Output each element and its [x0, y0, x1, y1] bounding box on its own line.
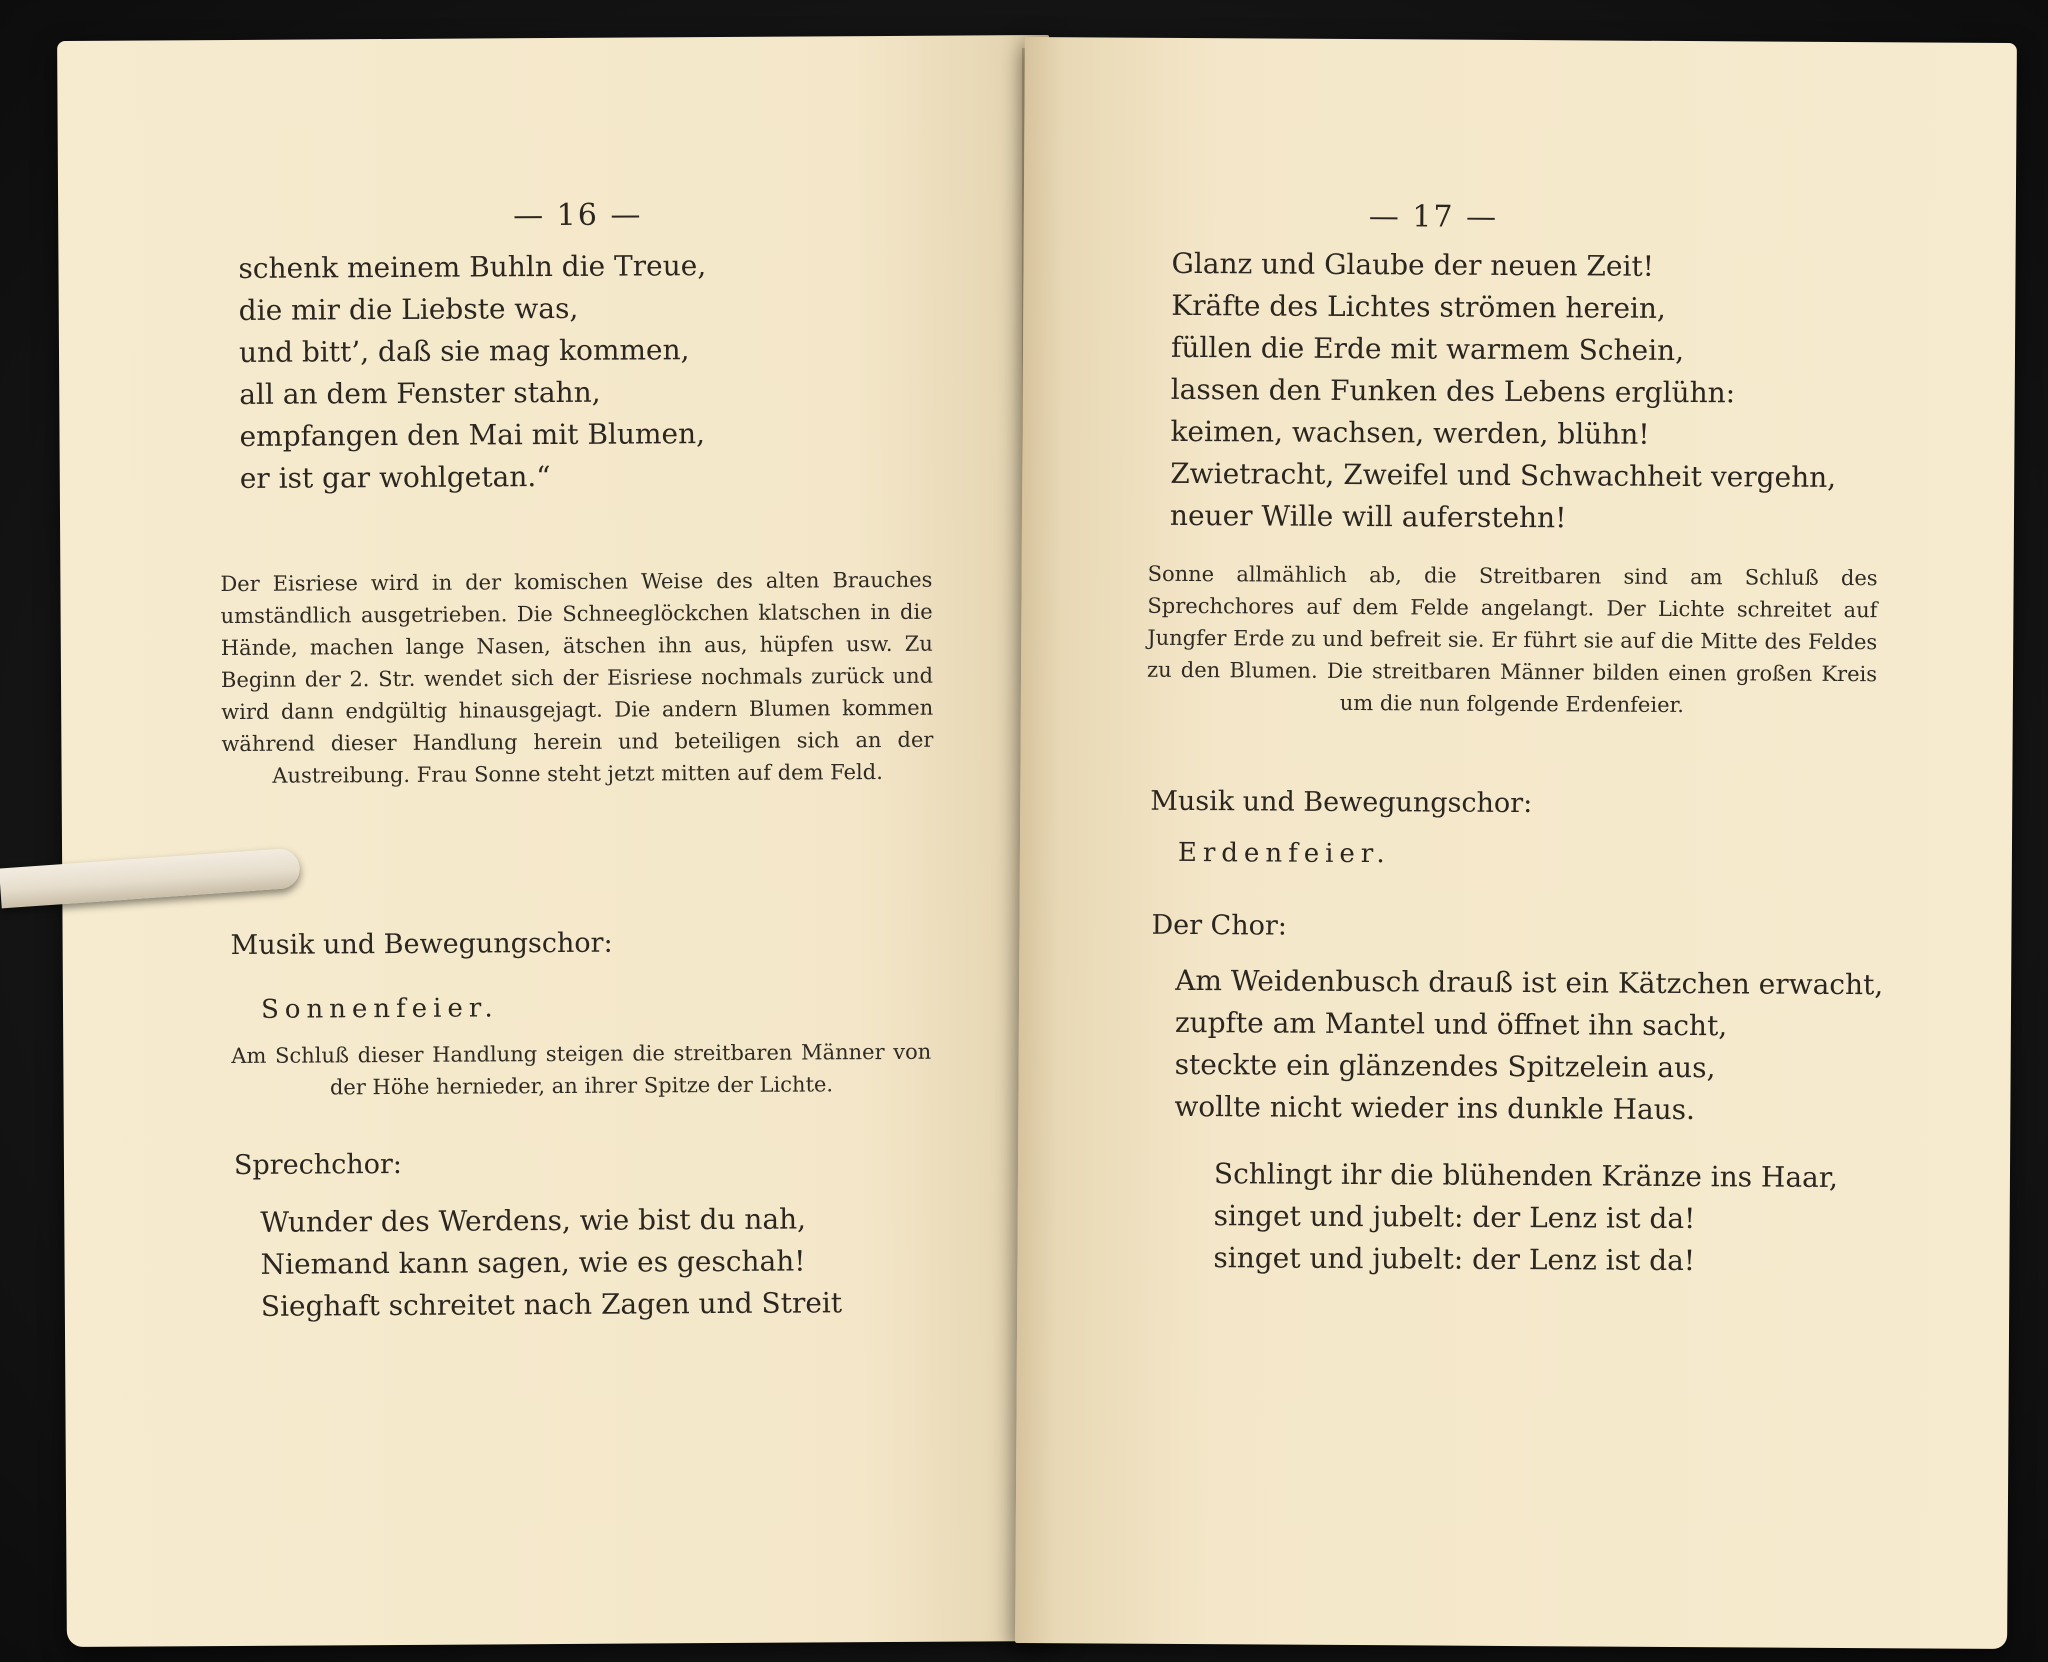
verse-line: neuer Wille will auferstehn!: [1169, 498, 1567, 535]
music-title-sonnenfeier: Sonnenfeier.: [260, 993, 499, 1025]
verse-line: Am Weidenbusch drauß ist ein Kätzchen erwacht,: [1175, 963, 1884, 1002]
verse-line: Niemand kann sagen, wie es geschah!: [260, 1244, 806, 1281]
verse-bottom-left: [260, 1198, 842, 1328]
right-page: [1015, 37, 2017, 1649]
verse-line: singet und jubelt: der Lenz ist da!: [1213, 1199, 1696, 1236]
speech-chorus-heading: Sprechchor:: [233, 1148, 403, 1181]
verse-line: keimen, wachsen, werden, blühn!: [1170, 414, 1650, 451]
verse-line: lassen den Funken des Lebens erglühn:: [1170, 372, 1736, 410]
stage-direction-eisriese: Der Eisriese wird in der komischen Weise des alten Brauches umständlich ausgetrieben. Die Schneeglöckchen klatschen in die Hände, machen lange Nasen, ätschen ihn aus, hüpfen usw. Zu Beginn der 2. Str. wendet sich der Eisriese nochmals zurück und wird dann endgültig hinausgejagt. Die andern Blumen kommen während dieser Handlung herein und beteiligen sich an der Austreibung. Frau Sonne steht jetzt mitten auf dem Feld.: [220, 567, 934, 788]
verse-bottom-right: [1213, 1153, 1838, 1283]
verse-line: Zwietracht, Zweifel und Schwachheit vergehn,: [1170, 456, 1837, 494]
verse-line: Glanz und Glaube der neuen Zeit!: [1171, 246, 1655, 283]
choir-heading: Der Chor:: [1151, 909, 1288, 942]
verse-middle-right: [1174, 960, 1883, 1132]
verse-line: und bitt’, daß sie mag kommen,: [238, 333, 690, 369]
verse-line: steckte ein glänzendes Spitzelein aus,: [1174, 1047, 1716, 1085]
verse-line: zupfte am Mantel und öffnet ihn sacht,: [1174, 1005, 1728, 1043]
verse-line: empfangen den Mai mit Blumen,: [239, 417, 706, 453]
verse-top-left: [238, 245, 707, 500]
verse-line: wollte nicht wieder ins dunkle Haus.: [1174, 1089, 1696, 1127]
music-heading: Musik und Bewegungschor:: [1150, 785, 1533, 820]
verse-line: singet und jubelt: der Lenz ist da!: [1213, 1241, 1696, 1278]
verse-line: schenk meinem Buhln die Treue,: [238, 249, 707, 285]
stage-direction-lichte: Sonne allmählich ab, die Streitbaren sind am Schluß des Sprechchores auf dem Felde angelangt. Der Lichte schreitet auf Jungfer Erde zu und befreit sie. Er führt sie auf die Mitte des Feldes zu den Blumen. Die streitbaren Männer bilden einen großen Kreis um die nun folgende Erdenfeier.: [1146, 561, 1878, 718]
stage-direction-streitbaren: Am Schluß dieser Handlung steigen die streitbaren Männer von der Höhe hernieder, an ihrer Spitze der Lichte.: [231, 1039, 932, 1100]
verse-line: Kräfte des Lichtes strömen herein,: [1171, 288, 1666, 325]
verse-line: er ist gar wohlgetan.“: [239, 460, 551, 495]
music-title-erdenfeier: Erdenfeier.: [1177, 837, 1391, 870]
left-page: [57, 35, 1059, 1647]
verse-line: füllen die Erde mit warmem Schein,: [1170, 330, 1685, 368]
page-number-16: — 16 —: [513, 197, 643, 234]
open-booklet: [62, 38, 2012, 1648]
verse-line: die mir die Liebste was,: [238, 291, 579, 327]
verse-line: all an dem Fenster stahn,: [239, 375, 601, 411]
page-number-17: — 17 —: [1368, 199, 1499, 235]
music-heading: Musik und Bewegungschor:: [230, 927, 613, 962]
verse-line: Sieghaft schreitet nach Zagen und Streit: [260, 1286, 843, 1323]
verse-line: Wunder des Werdens, wie bist du nah,: [260, 1202, 807, 1239]
verse-top-right: [1170, 243, 1838, 541]
verse-line: Schlingt ihr die blühenden Kränze ins Haar,: [1213, 1157, 1839, 1194]
